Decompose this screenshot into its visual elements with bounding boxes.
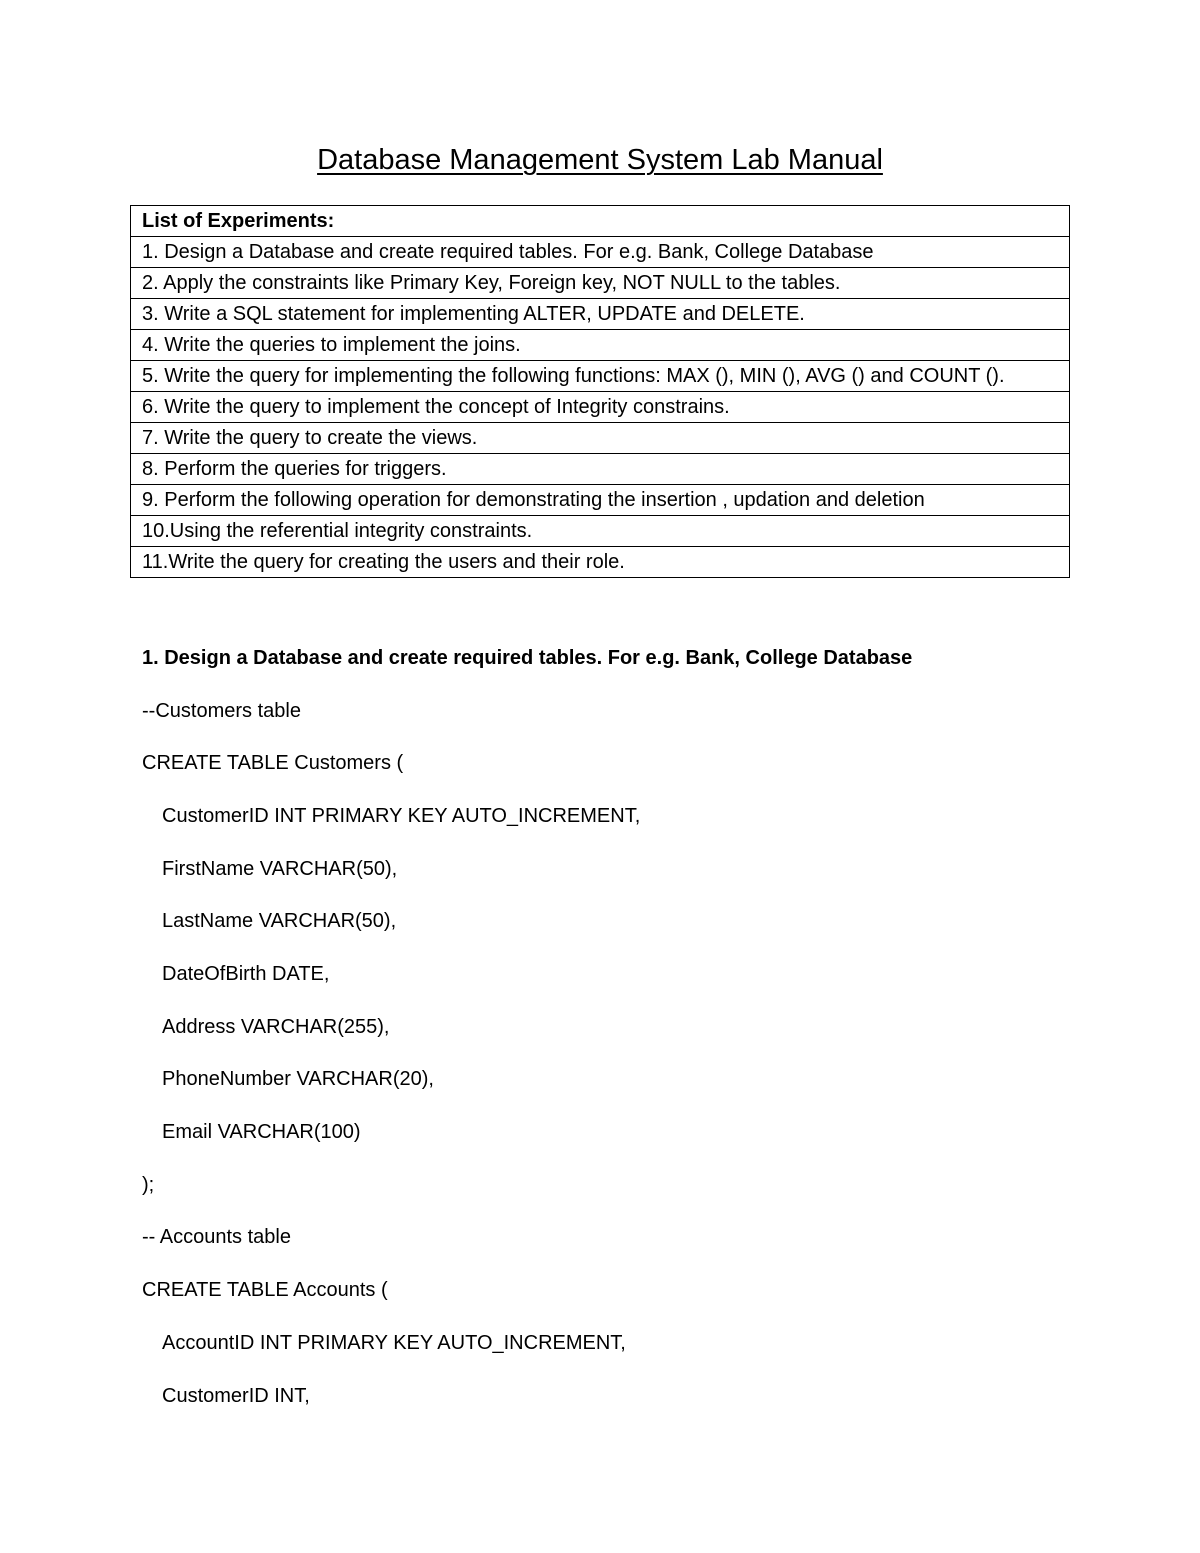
table-row xyxy=(131,299,1070,330)
experiments-table xyxy=(130,205,1070,578)
table-row xyxy=(131,330,1070,361)
experiment-item: 3. Write a SQL statement for implementing ALTER, UPDATE and DELETE. xyxy=(131,299,1070,330)
table-row xyxy=(131,516,1070,547)
table-row xyxy=(131,423,1070,454)
code-line: CustomerID INT, xyxy=(162,1385,310,1407)
code-line: FirstName VARCHAR(50), xyxy=(162,858,398,880)
code-line: ); xyxy=(142,1174,155,1196)
code-line: DateOfBirth DATE, xyxy=(162,963,330,985)
code-line: CREATE TABLE Customers ( xyxy=(142,752,404,774)
table-row xyxy=(131,361,1070,392)
page-title: Database Management System Lab Manual xyxy=(317,144,883,176)
section-heading: 1. Design a Database and create required tables. For e.g. Bank, College Database xyxy=(142,647,913,669)
experiment-item: 6. Write the query to implement the concept of Integrity constrains. xyxy=(131,392,1070,423)
code-comment: --Customers table xyxy=(142,700,301,722)
table-row xyxy=(131,547,1070,578)
code-line: CustomerID INT PRIMARY KEY AUTO_INCREMENT, xyxy=(162,805,641,827)
experiment-item: 1. Design a Database and create required tables. For e.g. Bank, College Database xyxy=(131,237,1070,268)
code-line: CREATE TABLE Accounts ( xyxy=(142,1279,388,1301)
table-row xyxy=(131,454,1070,485)
experiment-item: 11.Write the query for creating the users and their role. xyxy=(131,547,1070,578)
experiment-item: 8. Perform the queries for triggers. xyxy=(131,454,1070,485)
table-row xyxy=(131,237,1070,268)
experiment-item: 10.Using the referential integrity constraints. xyxy=(131,516,1070,547)
experiment-item: 7. Write the query to create the views. xyxy=(131,423,1070,454)
code-line: Address VARCHAR(255), xyxy=(162,1016,390,1038)
experiments-header: List of Experiments: xyxy=(131,206,1070,237)
code-line: PhoneNumber VARCHAR(20), xyxy=(162,1068,434,1090)
experiment-item: 4. Write the queries to implement the joins. xyxy=(131,330,1070,361)
table-row xyxy=(131,485,1070,516)
experiment-item: 9. Perform the following operation for demonstrating the insertion , updation and deletion xyxy=(131,485,1070,516)
table-row xyxy=(131,206,1070,237)
code-line: AccountID INT PRIMARY KEY AUTO_INCREMENT, xyxy=(162,1332,626,1354)
table-row xyxy=(131,268,1070,299)
experiment-item: 5. Write the query for implementing the following functions: MAX (), MIN (), AVG () and COUNT (). xyxy=(131,361,1070,392)
code-line: LastName VARCHAR(50), xyxy=(162,910,397,932)
code-line: Email VARCHAR(100) xyxy=(162,1121,361,1143)
experiment-item: 2. Apply the constraints like Primary Key, Foreign key, NOT NULL to the tables. xyxy=(131,268,1070,299)
table-row xyxy=(131,392,1070,423)
code-comment: -- Accounts table xyxy=(142,1226,291,1248)
